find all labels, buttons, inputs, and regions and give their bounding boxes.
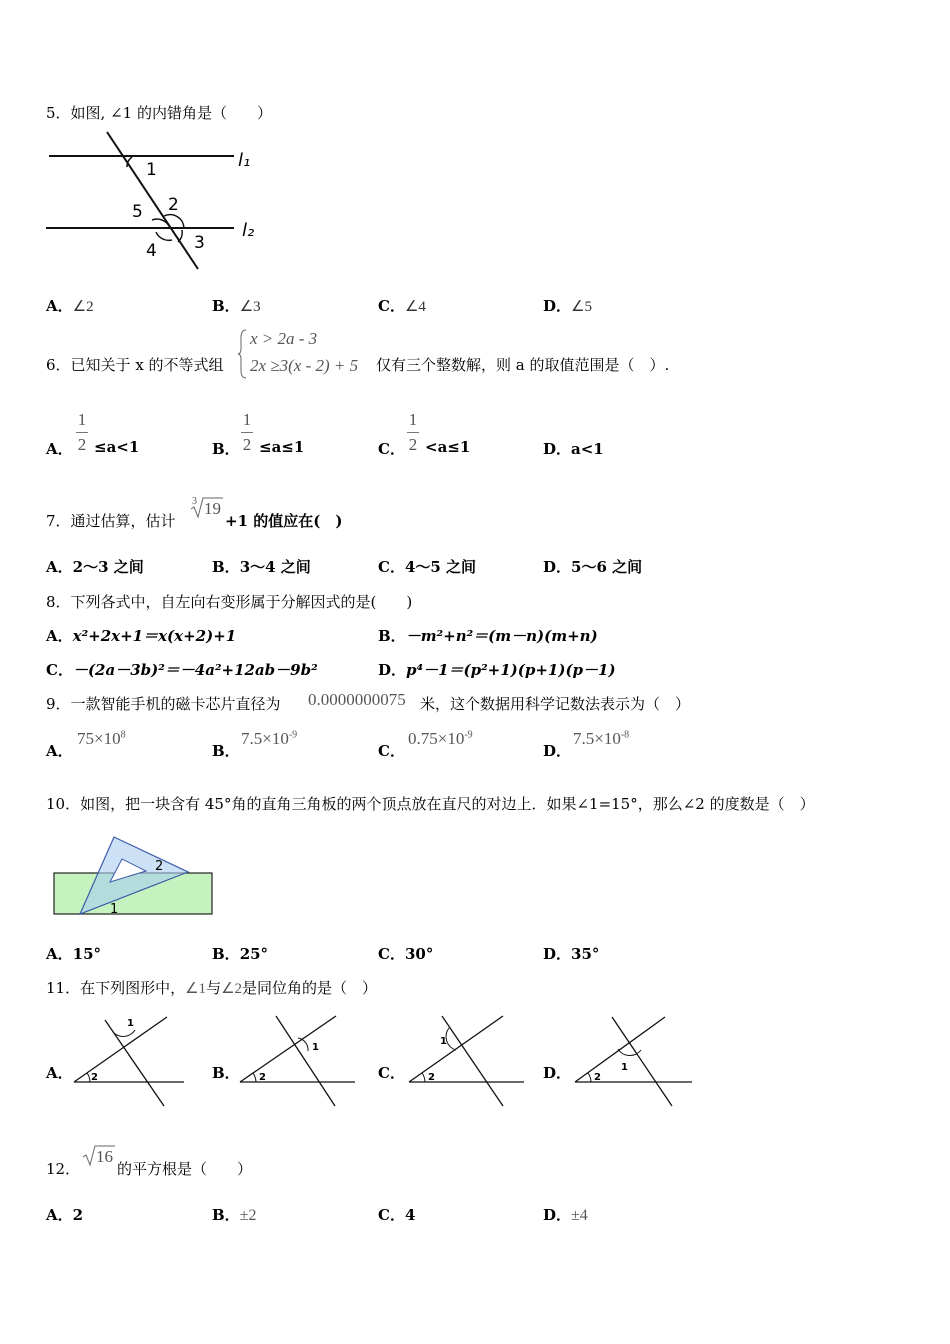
q10-figure (50, 832, 220, 922)
q6-option-a[interactable]: A． (46, 440, 73, 458)
q9-b-value: $7.5\times 10^{-9}$ (241, 729, 298, 748)
q5-option-d[interactable]: D．∠5 (543, 297, 592, 315)
q11-option-a[interactable]: A． (46, 1064, 73, 1082)
q7-option-d[interactable]: D．5～6 之间 (543, 558, 643, 576)
q9-option-d[interactable]: D． (543, 742, 572, 760)
q7-option-a[interactable]: A．2～3 之间 (46, 558, 144, 576)
q5-figure (44, 130, 269, 275)
label-l2: l₂ (242, 220, 255, 241)
angle-2-label: 2 (168, 195, 179, 215)
q12-option-c[interactable]: C．4 (378, 1206, 416, 1224)
q9-stem-post: 米，这个数据用科学记数法表示为（ ） (420, 695, 691, 713)
angle-1-label: 1 (127, 1018, 134, 1029)
q6-option-c[interactable]: C． (378, 440, 405, 458)
q9-c-value: $0.75\times 10^{-9}$ (408, 729, 473, 748)
q12-option-d[interactable]: D．±4 (543, 1206, 588, 1224)
q12-radicand: 16 (96, 1147, 113, 1166)
q7-option-c[interactable]: C．4～5 之间 (378, 558, 477, 576)
q11-option-d[interactable]: D． (543, 1064, 572, 1082)
angle-1-label: 1 (110, 902, 119, 917)
q10-option-d[interactable]: D．35° (543, 945, 600, 963)
label-l1: l₁ (238, 150, 251, 171)
q6-b-fraction: 1 2 (242, 410, 252, 454)
q12-option-a[interactable]: A．2 (46, 1206, 84, 1224)
q6-c-fraction: 1 2 (408, 410, 418, 454)
q6-a-fraction: 1 2 (77, 410, 87, 454)
q6-inequality-1: x > 2a - 3 (250, 329, 318, 348)
q11-option-b[interactable]: B． (212, 1064, 240, 1082)
q8-stem: 8．下列各式中，自左向右变形属于分解因式的是( ) (46, 593, 413, 611)
q11-figure-c (407, 1014, 527, 1109)
q5-option-a[interactable]: A．∠2 (46, 297, 94, 315)
q9-option-a[interactable]: A． (46, 742, 73, 760)
q11-figure-a (72, 1014, 187, 1109)
q10-option-c[interactable]: C．30° (378, 945, 434, 963)
q11-figure-b (238, 1014, 358, 1109)
q6-stem-pre: 6．已知关于 x 的不等式组 (46, 356, 224, 374)
angle-3-label: 3 (194, 233, 205, 253)
angle-2-label: 2 (155, 859, 164, 874)
q8-option-d[interactable]: D．p⁴－1＝(p²+1)(p+1)(p－1) (378, 661, 616, 679)
angle-1-label: 1 (440, 1036, 447, 1047)
q5-option-c[interactable]: C．∠4 (378, 297, 426, 315)
q9-option-b[interactable]: B． (212, 742, 240, 760)
q12-number: 12． (46, 1160, 81, 1178)
q12-option-b[interactable]: B．±2 (212, 1206, 257, 1224)
q10-option-a[interactable]: A．15° (46, 945, 102, 963)
angle-1-label: 1 (621, 1062, 628, 1073)
q11-stem: 11．在下列图形中，∠1与∠2是同位角的是（ ） (46, 979, 378, 997)
angle-2-label: 2 (428, 1072, 435, 1083)
q9-value: 0.0000000075 (308, 690, 406, 709)
q6-b-text: ≤a≤1 (259, 438, 305, 456)
angle-1-label: 1 (146, 160, 157, 180)
q10-stem: 10．如图，把一块含有 45°角的直角三角板的两个顶点放在直尺的对边上．如果∠1=15°，那么∠2 的度数是（ ） (46, 795, 815, 813)
q7-option-b[interactable]: B．3～4 之间 (212, 558, 311, 576)
q11-option-c[interactable]: C． (378, 1064, 405, 1082)
q9-stem-pre: 9．一款智能手机的磁卡芯片直径为 (46, 695, 281, 713)
q5-stem: 5．如图, ∠1 的内错角是（ ） (46, 104, 272, 122)
angle-2-label: 2 (259, 1072, 266, 1083)
q6-c-text: <a≤1 (425, 438, 471, 456)
q6-inequality-2: 2x ≥3(x - 2) + 5 (250, 356, 359, 375)
q10-option-b[interactable]: B．25° (212, 945, 269, 963)
angle-2-label: 2 (91, 1072, 98, 1083)
angle-1-label: 1 (312, 1042, 319, 1053)
q6-a-text: ≤a<1 (94, 438, 140, 456)
angle-4-label: 4 (146, 241, 157, 261)
q6-option-b[interactable]: B． (212, 440, 240, 458)
q5-option-b[interactable]: B．∠3 (212, 297, 261, 315)
q8-option-b[interactable]: B．－m²+n²＝(m－n)(m+n) (378, 627, 598, 645)
q7-root-index: 3 (192, 496, 197, 507)
angle-5-label: 5 (132, 202, 143, 222)
q9-d-value: $7.5\times 10^{-8}$ (573, 729, 630, 748)
q8-option-a[interactable]: A．x²+2x+1＝x(x+2)+1 (46, 627, 237, 645)
angle-2-label: 2 (594, 1072, 601, 1083)
q9-a-value: $75\times 10^8$ (77, 729, 126, 748)
system-brace (238, 328, 248, 380)
q8-option-c[interactable]: C．－(2a－3b)²＝－4a²+12ab－9b² (46, 661, 318, 679)
q6-option-d[interactable]: D．a<1 (543, 440, 604, 458)
q7-stem-pre: 7．通过估算，估计 (46, 512, 176, 530)
q7-radicand: 19 (204, 499, 221, 518)
q6-stem-post: 仅有三个整数解，则 a 的取值范围是（ ）. (376, 356, 670, 374)
q12-stem-post: 的平方根是（ ） (117, 1160, 253, 1178)
q7-stem-post: +1 的值应在( ) (225, 512, 343, 530)
q9-option-c[interactable]: C． (378, 742, 405, 760)
q11-figure-d (573, 1014, 695, 1109)
